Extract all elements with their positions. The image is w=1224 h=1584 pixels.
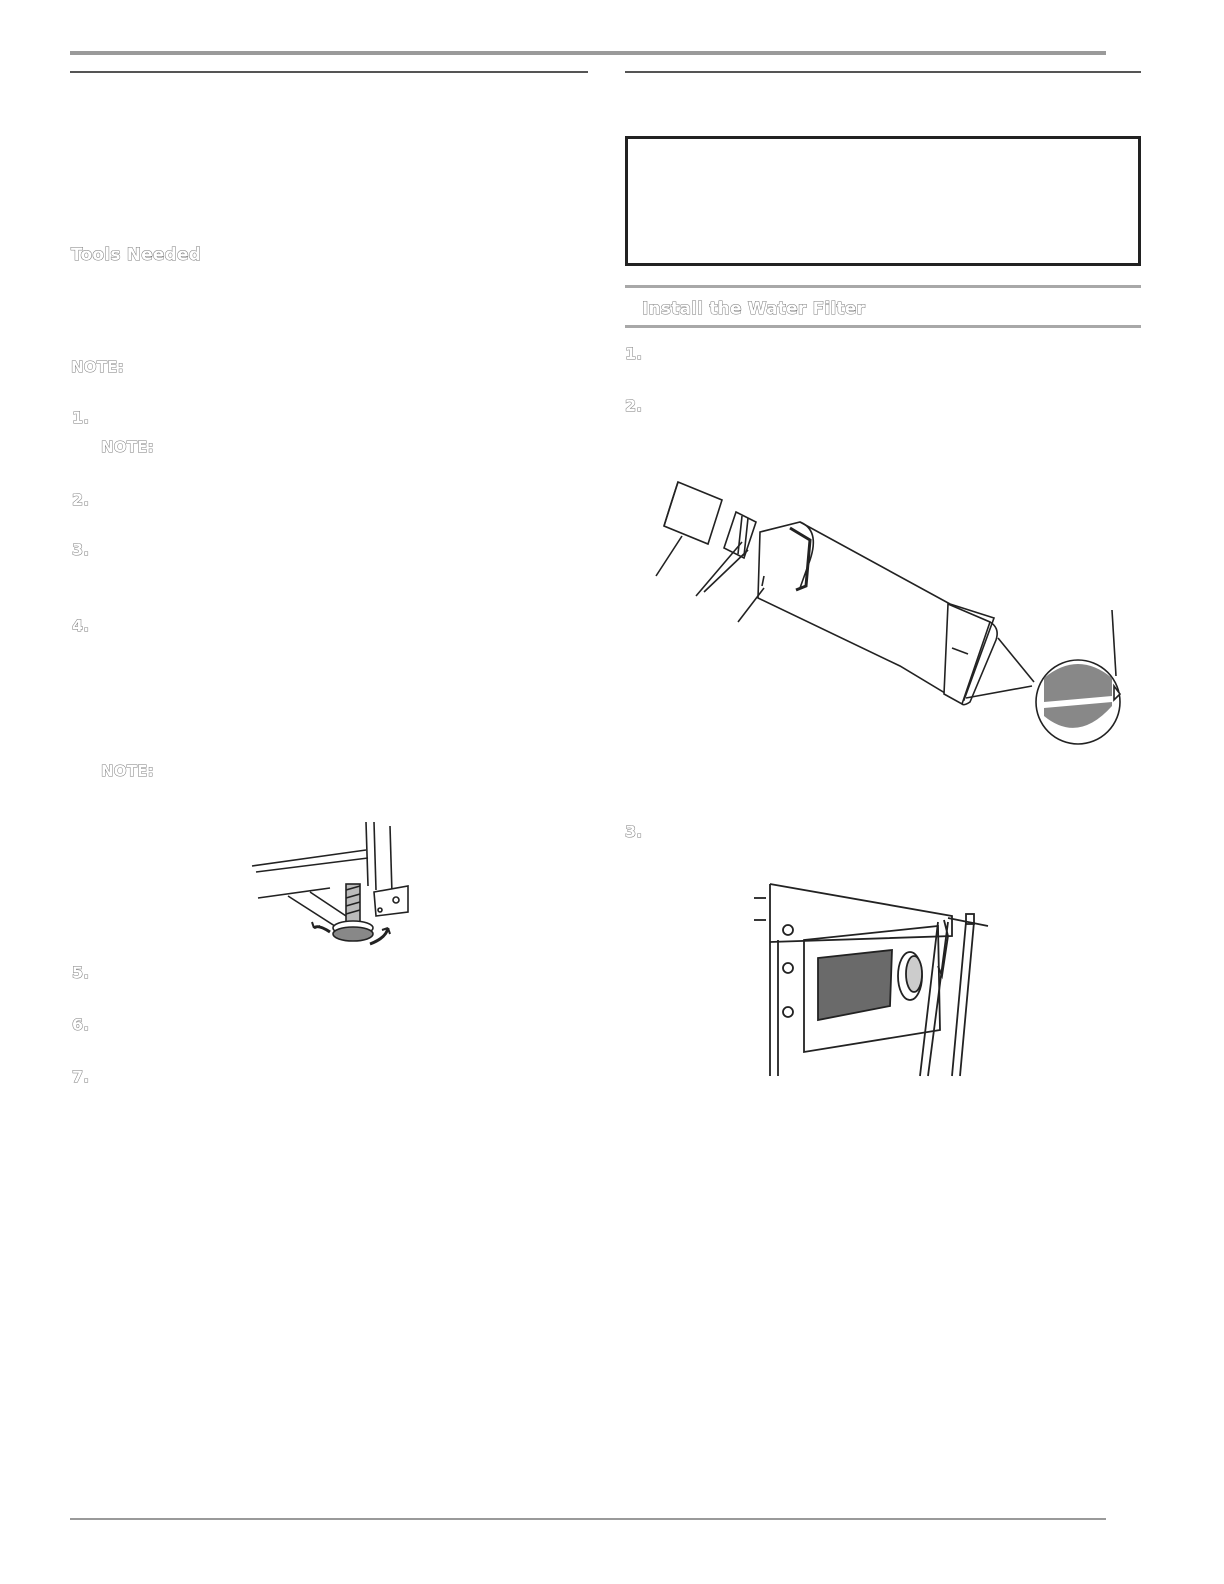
right-column-rule [625, 71, 1141, 73]
left-step-3-number: 3. [72, 540, 90, 559]
left-step-6-number: 6. [72, 1015, 90, 1034]
section-bottom-bar [625, 325, 1141, 328]
bottom-rule [70, 1518, 1106, 1520]
left-step-5-number: 5. [72, 963, 90, 982]
left-column-rule [70, 71, 588, 73]
left-step-1-number: 1. [72, 408, 90, 427]
top-rule [70, 51, 1106, 55]
section-top-bar [625, 285, 1141, 288]
water-filter-illustration [650, 470, 1140, 745]
right-step-3-number: 3. [625, 822, 643, 841]
install-water-filter-title: Install the Water Filter [642, 299, 866, 319]
note-label: NOTE: [71, 358, 124, 376]
step1-note-label: NOTE: [101, 438, 154, 456]
left-step-4-number: 4. [72, 616, 90, 635]
tools-needed-heading: Tools Needed [71, 245, 202, 265]
filter-housing-illustration [752, 880, 997, 1080]
left-step-7-number: 7. [72, 1067, 90, 1086]
left-step-2-number: 2. [72, 490, 90, 509]
step4-note-label: NOTE: [101, 762, 154, 780]
warning-box [625, 136, 1141, 266]
leveling-foot-illustration [248, 820, 418, 950]
right-step-1-number: 1. [625, 344, 643, 363]
right-step-2-number: 2. [625, 396, 643, 415]
